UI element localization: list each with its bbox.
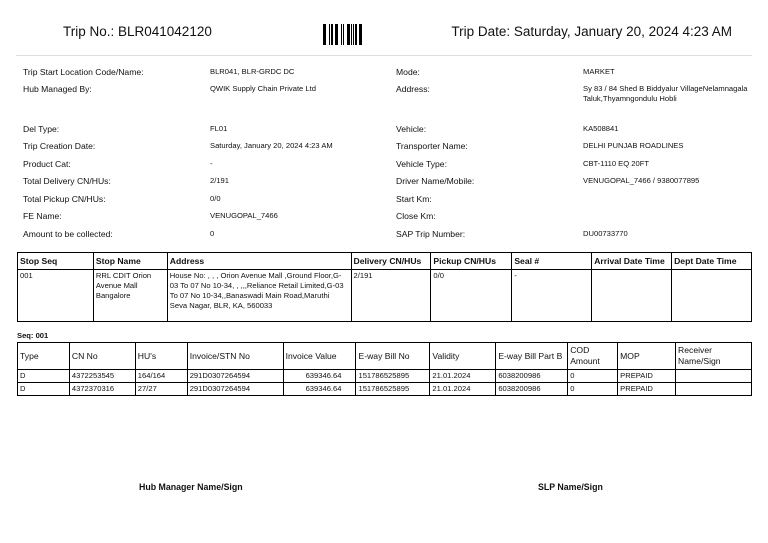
column-header: CN No (69, 343, 135, 370)
trip-details (0, 0, 768, 250)
table-cell (592, 270, 672, 322)
stop-table-header (18, 253, 752, 270)
table-cell: PREPAID (618, 383, 676, 396)
label-product-cat: Product Cat: (23, 159, 71, 169)
table-cell (676, 370, 752, 383)
column-header: MOP (618, 343, 676, 370)
table-cell: 164/164 (135, 370, 187, 383)
value-vehicle: KA508841 (583, 124, 619, 133)
table-cell (676, 383, 752, 396)
value-mode: MARKET (583, 67, 615, 76)
label-amount-collected: Amount to be collected: (23, 229, 113, 239)
value-sap-trip-number: DU00733770 (583, 229, 628, 238)
table-cell: 291D0307264594 (187, 383, 283, 396)
label-driver: Driver Name/Mobile: (396, 176, 475, 186)
column-header: Seal # (512, 253, 592, 270)
table-cell: D (18, 370, 70, 383)
value-driver: VENUGOPAL_7466 / 9380077895 (583, 176, 700, 185)
table-cell: 2/191 (351, 270, 431, 322)
table-cell: D (18, 383, 70, 396)
table-cell: 21.01.2024 (430, 370, 496, 383)
value-address: Sy 83 / 84 Shed B Biddyalur VillageNelamnagala Taluk,Thyamngondulu Hobli (583, 84, 748, 103)
label-address: Address: (396, 84, 430, 94)
value-vehicle-type: CBT-1110 EQ 20FT (583, 159, 649, 168)
column-header: E-way Bill No (356, 343, 430, 370)
column-header: Dept Date Time (672, 253, 752, 270)
table-cell: PREPAID (618, 370, 676, 383)
column-header: Arrival Date Time (592, 253, 672, 270)
slp-signature-label: SLP Name/Sign (538, 482, 603, 492)
column-header: Invoice Value (283, 343, 356, 370)
table-cell: 0 (568, 383, 618, 396)
column-header: HU's (135, 343, 187, 370)
table-cell (672, 270, 752, 322)
column-header: Pickup CN/HUs (431, 253, 512, 270)
label-trip-creation-date: Trip Creation Date: (23, 141, 96, 151)
hub-manager-signature-label: Hub Manager Name/Sign (139, 482, 243, 492)
table-cell: 639346.64 (283, 370, 356, 383)
table-cell: 0/0 (431, 270, 512, 322)
table-cell: 6038200986 (496, 383, 568, 396)
label-close-km: Close Km: (396, 211, 436, 221)
table-cell: 291D0307264594 (187, 370, 283, 383)
value-transporter-name: DELHI PUNJAB ROADLINES (583, 141, 684, 150)
items-table-header (18, 343, 752, 370)
table-cell: House No: , , , Orion Avenue Mall ,Ground Floor,G-03 To 07 No 10-34, , ,,,Reliance Retail Limited,G-03 To 07 No 10-34,,Banaswadi Main Road,Maruthi Seva Nagar, BLR, KA, 560033 (167, 270, 351, 322)
label-total-pickup: Total Pickup CN/HUs: (23, 194, 106, 204)
table-row (18, 370, 752, 383)
column-header: Type (18, 343, 70, 370)
table-row (18, 270, 752, 322)
label-trip-start-location: Trip Start Location Code/Name: (23, 67, 144, 77)
table-cell: 639346.64 (283, 383, 356, 396)
value-amount-collected: 0 (210, 229, 215, 238)
table-cell: 27/27 (135, 383, 187, 396)
value-product-cat: - (210, 159, 213, 168)
column-header: Stop Seq (18, 253, 94, 270)
label-vehicle: Vehicle: (396, 124, 427, 134)
value-hub-managed-by: QWIK Supply Chain Private Ltd (210, 84, 316, 93)
table-cell: 4372370316 (69, 383, 135, 396)
label-sap-trip-number: SAP Trip Number: (396, 229, 466, 239)
table-cell: 001 (18, 270, 94, 322)
label-del-type: Del Type: (23, 124, 60, 134)
column-header: Receiver Name/Sign (676, 343, 752, 370)
value-trip-start-location: BLR041, BLR-GRDC DC (210, 67, 295, 76)
value-total-delivery: 2/191 (210, 176, 230, 185)
label-total-delivery: Total Delivery CN/HUs: (23, 176, 111, 186)
table-cell: 151786525895 (356, 383, 430, 396)
label-transporter-name: Transporter Name: (396, 141, 468, 151)
value-fe-name: VENUGOPAL_7466 (210, 211, 278, 220)
column-header: E-way Bill Part B (496, 343, 568, 370)
label-mode: Mode: (396, 67, 420, 77)
table-row (18, 383, 752, 396)
label-vehicle-type: Vehicle Type: (396, 159, 447, 169)
table-cell: - (512, 270, 592, 322)
table-cell: 21.01.2024 (430, 383, 496, 396)
column-header: Invoice/STN No (187, 343, 283, 370)
column-header: Validity (430, 343, 496, 370)
table-cell: 151786525895 (356, 370, 430, 383)
table-cell: RRL CDIT Orion Avenue Mall Bangalore (93, 270, 167, 322)
trip-number: Trip No.: BLR041042120 (63, 24, 212, 39)
label-hub-managed-by: Hub Managed By: (23, 84, 92, 94)
trip-date: Trip Date: Saturday, January 20, 2024 4:23 AM (451, 24, 732, 39)
column-header: Stop Name (93, 253, 167, 270)
sequence-label: Seq: 001 (17, 331, 49, 340)
value-trip-creation-date: Saturday, January 20, 2024 4:23 AM (210, 141, 333, 150)
table-cell: 4372253545 (69, 370, 135, 383)
column-header: Address (167, 253, 351, 270)
table-cell: 0 (568, 370, 618, 383)
table-cell: 6038200986 (496, 370, 568, 383)
value-del-type: FL01 (210, 124, 228, 133)
label-start-km: Start Km: (396, 194, 432, 204)
stop-table (17, 252, 752, 322)
label-fe-name: FE Name: (23, 211, 62, 221)
value-total-pickup: 0/0 (210, 194, 221, 203)
column-header: COD Amount (568, 343, 618, 370)
items-table (17, 342, 752, 396)
column-header: Delivery CN/HUs (351, 253, 431, 270)
